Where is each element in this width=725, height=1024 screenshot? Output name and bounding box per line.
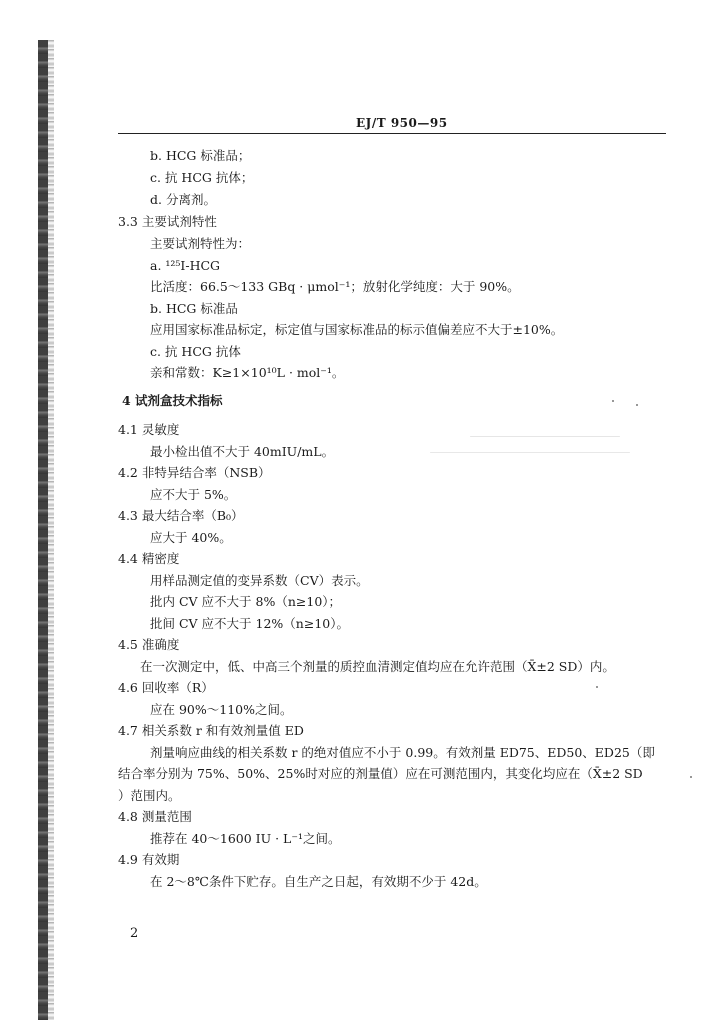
section-4-9-heading: 4.9 有效期 (118, 852, 180, 867)
scan-speck (612, 400, 614, 402)
section-4-6-text: 应在 90%～110%之间。 (150, 702, 293, 717)
section-4-5-heading: 4.5 准确度 (118, 637, 180, 652)
list-item-b-hcg-standard: b. HCG 标准品； (150, 148, 251, 163)
section-4-2-text: 应不大于 5%。 (150, 487, 237, 502)
list-item-c-anti-hcg: c. 抗 HCG 抗体； (150, 170, 254, 185)
binding-edge (38, 40, 48, 1020)
section-4-9-text: 在 2～8℃条件下贮存。自生产之日起，有效期不少于 42d。 (150, 874, 487, 889)
section-4-4-text: 用样品测定值的变异系数（CV）表示。 (150, 573, 369, 588)
section-4-7-text-line-1: 剂量响应曲线的相关系数 r 的绝对值应不小于 0.99。有效剂量 ED75、ED50、ED25（即 (150, 745, 655, 760)
section-4-7-text-line-2: 结合率分别为 75%、50%、25%时对应的剂量值）应在可测范围内，其变化均应在（X̄±2 SD (118, 766, 643, 781)
scan-speck (690, 776, 692, 778)
section-4-1-heading: 4.1 灵敏度 (118, 422, 180, 437)
section-3-3-intro: 主要试剂特性为： (150, 236, 251, 251)
specific-activity-text: 比活度：66.5～133 GBq · μmol⁻¹；放射化学纯度：大于 90%。 (150, 279, 520, 294)
scan-speck (596, 686, 598, 688)
document-code: EJ/T 950—95 (356, 116, 448, 130)
section-4-heading: 4 试剂盒技术指标 (122, 393, 223, 408)
header-rule (118, 133, 666, 134)
list-item-d-separator: d. 分离剂。 (150, 192, 216, 207)
section-4-8-heading: 4.8 测量范围 (118, 809, 192, 824)
section-4-4-within-batch: 批内 CV 应不大于 8%（n≥10）； (150, 594, 342, 609)
section-4-1-text: 最小检出值不大于 40mIU/mL。 (150, 444, 335, 459)
standard-calibration-text: 应用国家标准品标定，标定值与国家标准品的标示值偏差应不大于±10%。 (150, 322, 564, 337)
section-4-2-heading: 4.2 非特异结合率（NSB） (118, 465, 271, 480)
scan-noise (430, 452, 630, 453)
list-item-b-hcg-standard-2: b. HCG 标准品 (150, 301, 238, 316)
section-4-8-text: 推荐在 40～1600 IU · L⁻¹之间。 (150, 831, 341, 846)
section-4-7-heading: 4.7 相关系数 r 和有效剂量值 ED (118, 723, 304, 738)
page-number: 2 (130, 926, 139, 941)
affinity-constant-text: 亲和常数：K≥1×10¹⁰L · mol⁻¹。 (150, 365, 345, 380)
binding-shadow (48, 40, 54, 1020)
scan-speck (636, 404, 638, 406)
scan-noise (470, 436, 620, 437)
section-4-6-heading: 4.6 回收率（R） (118, 680, 214, 695)
list-item-c-anti-hcg-2: c. 抗 HCG 抗体 (150, 344, 241, 359)
section-3-3-heading: 3.3 主要试剂特性 (118, 214, 217, 229)
section-4-5-text: 在一次测定中，低、中高三个剂量的质控血清测定值均应在允许范围（X̄±2 SD）内。 (140, 659, 615, 674)
section-4-7-text-line-3: ）范围内。 (118, 788, 181, 803)
section-4-3-text: 应大于 40%。 (150, 530, 232, 545)
section-4-3-heading: 4.3 最大结合率（B₀） (118, 508, 244, 523)
section-4-4-heading: 4.4 精密度 (118, 551, 180, 566)
section-4-4-between-batch: 批间 CV 应不大于 12%（n≥10）。 (150, 616, 349, 631)
list-item-a-i125-hcg: a. ¹²⁵I-HCG (150, 258, 221, 273)
